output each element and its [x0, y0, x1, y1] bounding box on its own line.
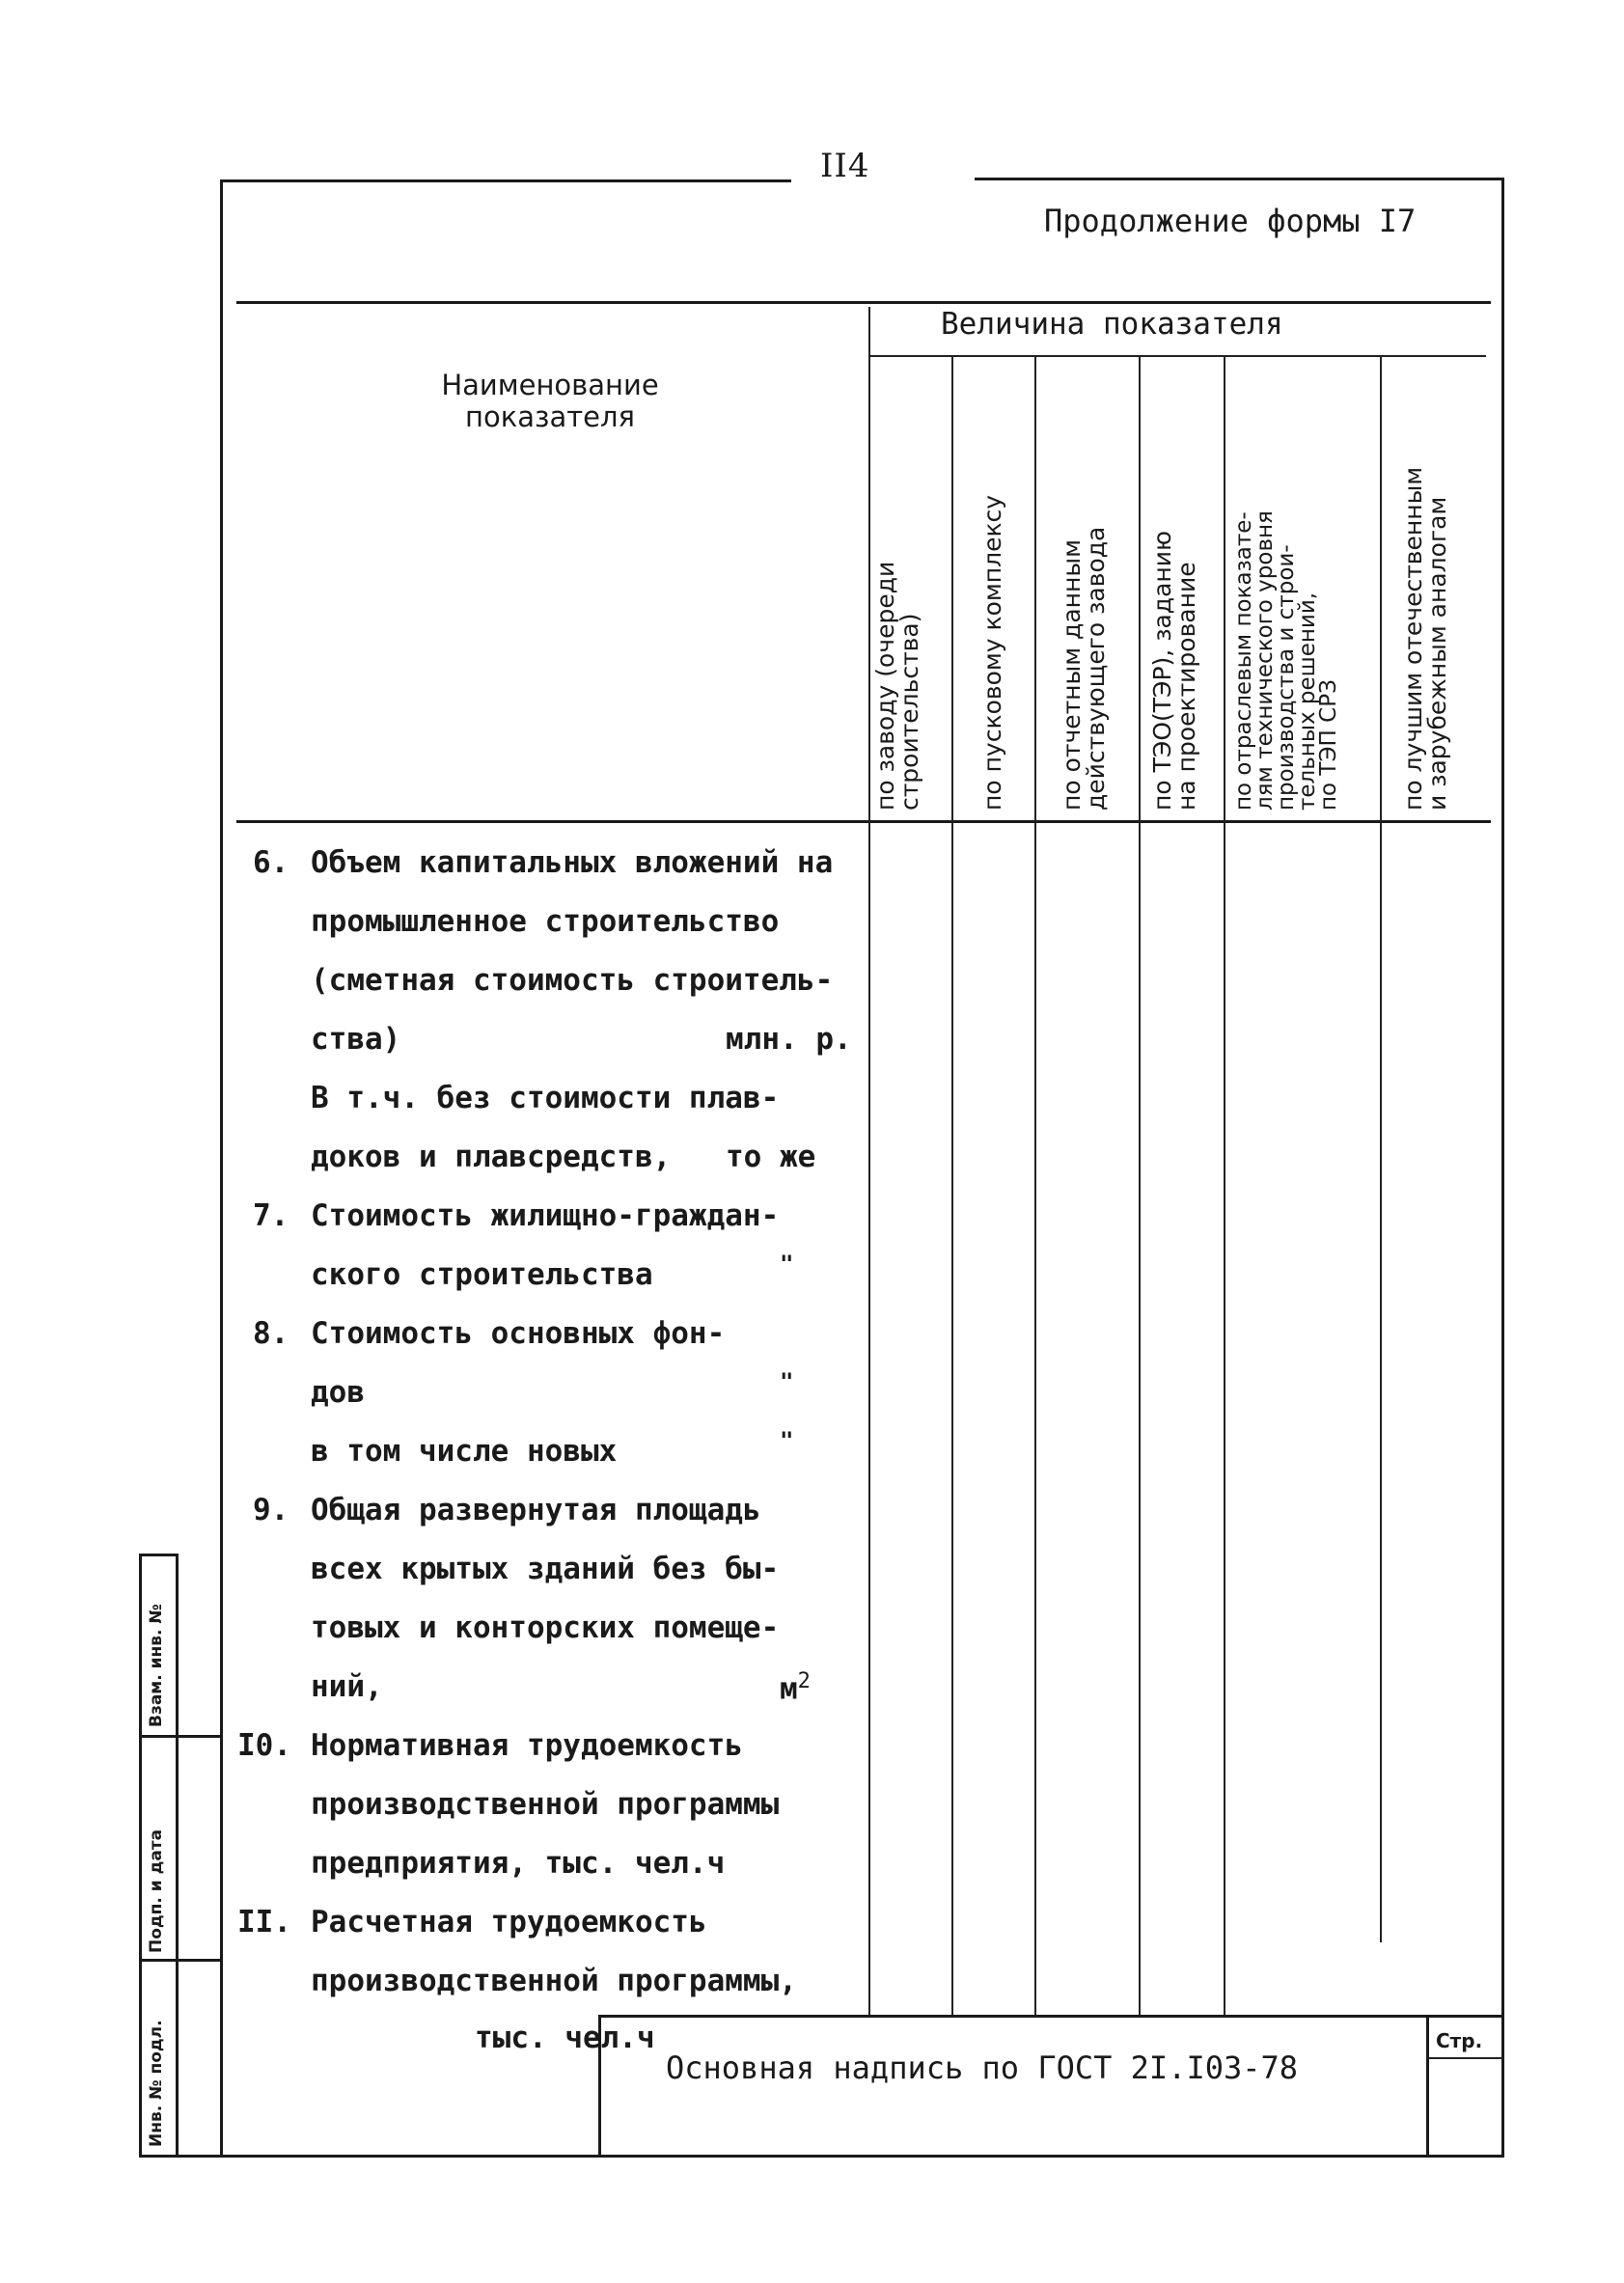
side-strip-sep-1 [139, 1735, 222, 1738]
page-label: Стр. [1436, 2029, 1483, 2052]
row-text: Нормативная трудоемкость [311, 1728, 743, 1763]
row-text: производственной программы, [311, 1964, 797, 1998]
col-divider-2 [951, 355, 953, 2015]
row-number: 7. [253, 1198, 289, 1233]
row-text: доков и плавсредств, [311, 1140, 672, 1174]
row-text: в том числе новых [311, 1434, 618, 1469]
side-strip-bottom [139, 2155, 222, 2158]
name-header-line-2: показателя [465, 400, 635, 433]
frame-top-left [220, 179, 791, 182]
row-text: предприятия, тыс. чел.ч [311, 1846, 726, 1881]
row-number: II. [237, 1905, 291, 1939]
row-text: Стоимость основных фон- [311, 1316, 726, 1351]
row-text: товых и конторских помеще- [311, 1610, 780, 1645]
row-unit-ditto: " [780, 1251, 794, 1278]
side-label-replaced-inv: Взам. инв. № [147, 1604, 166, 1727]
row-unit-ditto: " [780, 1368, 794, 1395]
frame-bottom [220, 2155, 1504, 2158]
name-column-header [347, 370, 753, 433]
row-unit: млн. р. [726, 1022, 852, 1057]
row-unit: то же [726, 1140, 816, 1174]
row-text: Расчетная трудоемкость [311, 1905, 707, 1939]
row-number: 9. [253, 1493, 289, 1527]
side-label-original-inv: Инв. № подл. [147, 2020, 166, 2147]
row-number: 8. [253, 1316, 289, 1351]
side-strip-divider [176, 1554, 179, 2158]
stamp-left-border [598, 2015, 601, 2158]
row-text: В т.ч. без стоимости плав- [311, 1081, 780, 1115]
col-header-best-analogs: по лучшим отечественным и зарубежным аналогам [1399, 466, 1451, 811]
stamp-page-box-left [1426, 2015, 1429, 2158]
name-header-line-1: Наименование [441, 369, 659, 401]
col-divider-5 [1224, 355, 1225, 2015]
row-text: ства) [311, 1022, 401, 1057]
unit-superscript: 2 [797, 1669, 811, 1693]
group-header: Величина показателя [941, 307, 1283, 342]
col-header-industry-indicators: по отраслевым показате- лям технического уровня производства и строи- тельных решений, по ТЭП СРЗ [1231, 510, 1341, 811]
frame-top-right [975, 178, 1501, 180]
form-continuation: Продолжение формы I7 [1044, 203, 1417, 239]
row-text: (сметная стоимость строитель- [311, 963, 834, 998]
col-divider-4 [1139, 355, 1141, 2015]
col-divider-6 [1380, 355, 1382, 1942]
row-number: I0. [237, 1728, 291, 1763]
row-text: Стоимость жилищно-граждан- [311, 1198, 780, 1233]
row-text: всех крытых зданий без бы- [311, 1552, 780, 1586]
frame-right [1501, 178, 1504, 2158]
side-strip-left [139, 1554, 142, 2158]
col-divider-3 [1034, 355, 1036, 2015]
row-unit-ditto: " [780, 1427, 794, 1454]
row-text: производственной программы [311, 1787, 780, 1822]
col-divider-1 [868, 307, 870, 2015]
row-text: Объем капитальных вложений на [311, 845, 834, 880]
page-number: II4 [820, 147, 870, 185]
header-bottom-border [236, 820, 1491, 823]
row-number: 6. [253, 845, 289, 880]
col-header-existing-plant: по отчетным данным действующего завода [1058, 526, 1110, 811]
stamp-page-box-divider [1426, 2057, 1503, 2059]
side-strip-top [139, 1554, 178, 1556]
row-text: промышленное строительство [311, 904, 780, 939]
row-text: ского строительства [311, 1257, 653, 1292]
table-top-border [236, 301, 1491, 304]
row-text: тыс. чел.ч [475, 2021, 655, 2055]
col-header-launch-complex: по пусковому комплексу [978, 494, 1006, 811]
frame-left [220, 179, 223, 2158]
side-label-signature-date: Подп. и дата [147, 1829, 166, 1953]
title-block-text: Основная надпись по ГОСТ 2I.I03-78 [666, 2049, 1299, 2086]
col-header-plant: по заводу (очереди строительства) [871, 561, 923, 811]
col-header-feasibility: по ТЭО(ТЭР), заданию на проектирование [1148, 530, 1200, 811]
group-header-underline [868, 355, 1486, 357]
stamp-top-border [598, 2015, 1503, 2018]
row-text: ний, [311, 1669, 383, 1704]
side-strip-sep-2 [139, 1959, 222, 1962]
row-unit: $м^2$ [780, 1669, 811, 1707]
row-text: дов [311, 1375, 365, 1410]
row-text: Общая развернутая площадь [311, 1493, 761, 1527]
